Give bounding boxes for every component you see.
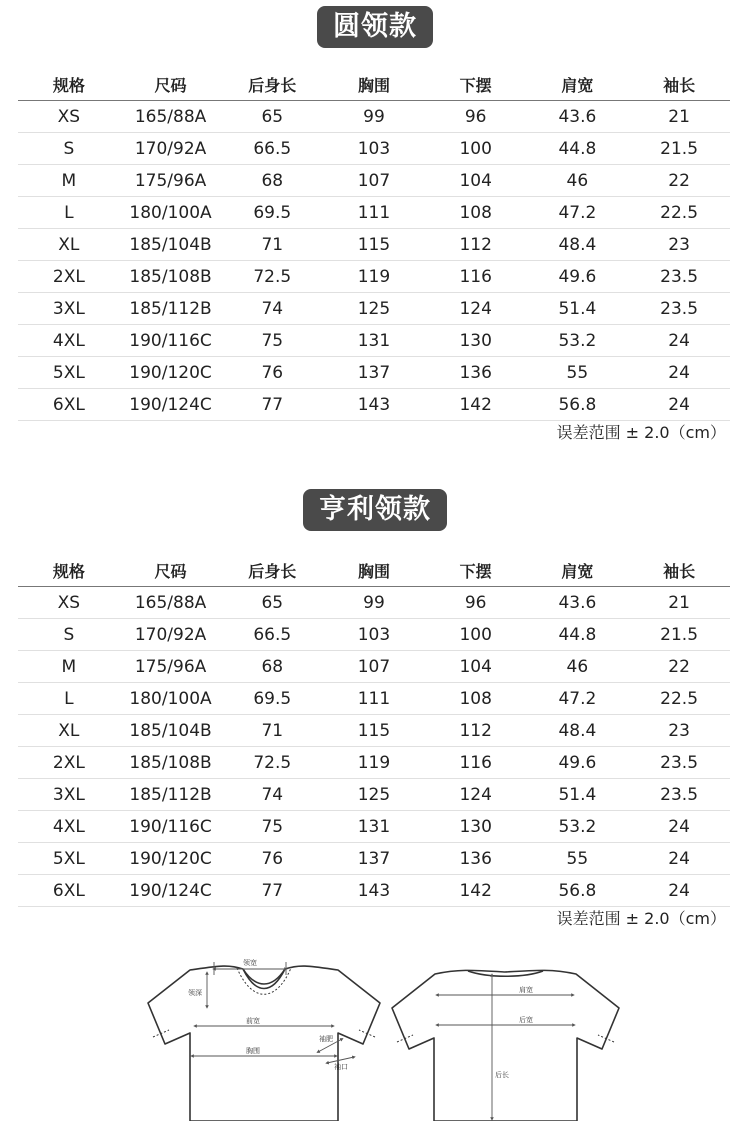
label-collar-depth: 领深: [188, 989, 202, 997]
table-cell: 49.6: [527, 261, 629, 293]
table-cell: 5XL: [18, 357, 120, 389]
table-cell: 99: [323, 101, 425, 133]
table-cell: 96: [425, 587, 527, 619]
table-cell: 2XL: [18, 261, 120, 293]
table-cell: 100: [425, 619, 527, 651]
table-cell: 21.5: [628, 133, 730, 165]
table-cell: 111: [323, 683, 425, 715]
table-cell: 24: [628, 357, 730, 389]
table-cell: 48.4: [527, 229, 629, 261]
table-cell: 23: [628, 229, 730, 261]
table-cell: 2XL: [18, 747, 120, 779]
table-row: [18, 811, 730, 843]
table-cell: 23.5: [628, 293, 730, 325]
table-cell: 100: [425, 133, 527, 165]
column-header: 胸围: [323, 68, 425, 101]
label-back-length: 后长: [495, 1071, 509, 1079]
table-cell: L: [18, 683, 120, 715]
table-cell: 103: [323, 133, 425, 165]
table-cell: 23.5: [628, 779, 730, 811]
table-cell: 74: [221, 779, 323, 811]
table-cell: 111: [323, 197, 425, 229]
table-cell: 143: [323, 875, 425, 907]
table-cell: 47.2: [527, 683, 629, 715]
table-cell: 22: [628, 651, 730, 683]
table-cell: 115: [323, 715, 425, 747]
table-cell: 48.4: [527, 715, 629, 747]
table-cell: 175/96A: [120, 651, 222, 683]
table-cell: 170/92A: [120, 133, 222, 165]
table-cell: 75: [221, 325, 323, 357]
table-cell: 51.4: [527, 293, 629, 325]
measurement-diagram: [0, 945, 750, 1121]
table-cell: 115: [323, 229, 425, 261]
table-cell: 56.8: [527, 875, 629, 907]
table-row: [18, 619, 730, 651]
table-cell: 46: [527, 651, 629, 683]
table-cell: 77: [221, 389, 323, 421]
table-row: [18, 715, 730, 747]
column-header: 袖长: [628, 68, 730, 101]
table-cell: 3XL: [18, 293, 120, 325]
table-cell: 170/92A: [120, 619, 222, 651]
table-cell: 124: [425, 779, 527, 811]
column-header: 下摆: [425, 68, 527, 101]
table-cell: 185/112B: [120, 779, 222, 811]
table-header-row: [18, 554, 730, 587]
table-body: [18, 587, 730, 907]
table-cell: 190/124C: [120, 875, 222, 907]
table-row: [18, 101, 730, 133]
table-cell: 130: [425, 325, 527, 357]
table-cell: 185/108B: [120, 261, 222, 293]
table-cell: 56.8: [527, 389, 629, 421]
table-body: [18, 101, 730, 421]
table-cell: 107: [323, 165, 425, 197]
table-cell: XL: [18, 715, 120, 747]
table-cell: 104: [425, 651, 527, 683]
label-back-width: 后宽: [519, 1016, 533, 1024]
table-row: [18, 293, 730, 325]
table-cell: 75: [221, 811, 323, 843]
table-cell: 24: [628, 389, 730, 421]
table-cell: 65: [221, 587, 323, 619]
table-row: [18, 587, 730, 619]
table-row: [18, 875, 730, 907]
table-cell: 55: [527, 357, 629, 389]
table-cell: 55: [527, 843, 629, 875]
table-row: [18, 229, 730, 261]
table-cell: 21: [628, 587, 730, 619]
table-cell: 125: [323, 293, 425, 325]
table-row: [18, 357, 730, 389]
back-tshirt-illustration: [392, 970, 619, 1121]
table-cell: 77: [221, 875, 323, 907]
table-row: [18, 389, 730, 421]
table-cell: 72.5: [221, 747, 323, 779]
back-measure-lines: [437, 975, 574, 1119]
table-cell: 43.6: [527, 101, 629, 133]
front-measure-lines: [192, 962, 354, 1063]
table-cell: 49.6: [527, 747, 629, 779]
table-cell: 53.2: [527, 325, 629, 357]
table-cell: 46: [527, 165, 629, 197]
label-collar-width: 领宽: [243, 959, 257, 967]
table-cell: 190/116C: [120, 325, 222, 357]
table-cell: 65: [221, 101, 323, 133]
table-cell: 165/88A: [120, 101, 222, 133]
table-row: [18, 779, 730, 811]
table-cell: 124: [425, 293, 527, 325]
tolerance-note: 误差范围 ± 2.0（cm）: [556, 423, 726, 442]
table-cell: 71: [221, 715, 323, 747]
table-cell: 3XL: [18, 779, 120, 811]
table-cell: 68: [221, 165, 323, 197]
column-header: 尺码: [120, 68, 222, 101]
table-cell: 190/124C: [120, 389, 222, 421]
table-cell: 22.5: [628, 197, 730, 229]
column-header: 后身长: [221, 68, 323, 101]
table-cell: 21: [628, 101, 730, 133]
table-cell: M: [18, 651, 120, 683]
front-tshirt-illustration: [148, 966, 380, 1121]
table-cell: 112: [425, 229, 527, 261]
table-cell: S: [18, 619, 120, 651]
table-cell: 23: [628, 715, 730, 747]
table-cell: 125: [323, 779, 425, 811]
label-shoulder: 肩宽: [519, 986, 533, 994]
column-header: 规格: [18, 554, 120, 587]
table-cell: 23.5: [628, 261, 730, 293]
table-cell: 71: [221, 229, 323, 261]
table-cell: 185/108B: [120, 747, 222, 779]
table-row: [18, 261, 730, 293]
table-cell: 22.5: [628, 683, 730, 715]
table-cell: 51.4: [527, 779, 629, 811]
table-cell: 136: [425, 843, 527, 875]
table-cell: M: [18, 165, 120, 197]
table-cell: 68: [221, 651, 323, 683]
label-sleeve-width: 袖肥: [319, 1035, 333, 1043]
table-cell: 74: [221, 293, 323, 325]
table-cell: 119: [323, 747, 425, 779]
table-cell: 103: [323, 619, 425, 651]
label-chest-width: 前宽: [246, 1017, 260, 1025]
table-cell: 165/88A: [120, 587, 222, 619]
table-cell: 119: [323, 261, 425, 293]
table-cell: 175/96A: [120, 165, 222, 197]
table-cell: 76: [221, 843, 323, 875]
table-cell: 185/104B: [120, 229, 222, 261]
table-cell: XS: [18, 587, 120, 619]
column-header: 袖长: [628, 554, 730, 587]
table-cell: 66.5: [221, 619, 323, 651]
table-cell: 96: [425, 101, 527, 133]
table-cell: 130: [425, 811, 527, 843]
column-header: 后身长: [221, 554, 323, 587]
table-cell: 6XL: [18, 875, 120, 907]
table-row: [18, 651, 730, 683]
table-header-row: [18, 68, 730, 101]
table-cell: 4XL: [18, 811, 120, 843]
table-cell: 143: [323, 389, 425, 421]
table-cell: 131: [323, 811, 425, 843]
table-cell: 116: [425, 261, 527, 293]
tolerance-note: 误差范围 ± 2.0（cm）: [556, 909, 726, 928]
table-cell: 190/116C: [120, 811, 222, 843]
table-cell: 190/120C: [120, 843, 222, 875]
column-header: 肩宽: [527, 554, 629, 587]
table-cell: 24: [628, 875, 730, 907]
table-row: [18, 165, 730, 197]
table-cell: 22: [628, 165, 730, 197]
table-cell: 24: [628, 811, 730, 843]
table-cell: 190/120C: [120, 357, 222, 389]
table-cell: XS: [18, 101, 120, 133]
table-cell: 108: [425, 197, 527, 229]
table-row: [18, 683, 730, 715]
table-cell: 107: [323, 651, 425, 683]
table-cell: 142: [425, 875, 527, 907]
table-cell: 66.5: [221, 133, 323, 165]
table-cell: 21.5: [628, 619, 730, 651]
table-cell: 44.8: [527, 133, 629, 165]
table-row: [18, 133, 730, 165]
table-cell: 72.5: [221, 261, 323, 293]
table-cell: S: [18, 133, 120, 165]
label-chest: 胸围: [246, 1047, 260, 1055]
table-row: [18, 197, 730, 229]
table-cell: 24: [628, 843, 730, 875]
column-header: 规格: [18, 68, 120, 101]
table-cell: 142: [425, 389, 527, 421]
table-cell: 180/100A: [120, 197, 222, 229]
table-cell: 180/100A: [120, 683, 222, 715]
table-row: [18, 843, 730, 875]
table-cell: 23.5: [628, 747, 730, 779]
section-title-henley: 亨利领款: [303, 489, 447, 531]
table-cell: 43.6: [527, 587, 629, 619]
table-cell: 69.5: [221, 197, 323, 229]
table-cell: 112: [425, 715, 527, 747]
table-cell: 185/112B: [120, 293, 222, 325]
column-header: 肩宽: [527, 68, 629, 101]
table-cell: 116: [425, 747, 527, 779]
size-table-crew-neck: [18, 68, 730, 421]
table-cell: 47.2: [527, 197, 629, 229]
table-cell: 131: [323, 325, 425, 357]
column-header: 下摆: [425, 554, 527, 587]
section-title-crew-neck: 圆领款: [317, 6, 433, 48]
table-cell: 4XL: [18, 325, 120, 357]
table-cell: 24: [628, 325, 730, 357]
size-table-henley: [18, 554, 730, 907]
table-cell: 5XL: [18, 843, 120, 875]
table-cell: 6XL: [18, 389, 120, 421]
table-cell: XL: [18, 229, 120, 261]
table-cell: 108: [425, 683, 527, 715]
table-cell: 44.8: [527, 619, 629, 651]
table-cell: 53.2: [527, 811, 629, 843]
table-cell: 104: [425, 165, 527, 197]
table-cell: 99: [323, 587, 425, 619]
label-cuff: 袖口: [334, 1063, 348, 1071]
table-cell: 137: [323, 843, 425, 875]
column-header: 胸围: [323, 554, 425, 587]
table-cell: L: [18, 197, 120, 229]
table-cell: 76: [221, 357, 323, 389]
table-row: [18, 747, 730, 779]
table-cell: 185/104B: [120, 715, 222, 747]
table-cell: 69.5: [221, 683, 323, 715]
column-header: 尺码: [120, 554, 222, 587]
table-cell: 137: [323, 357, 425, 389]
table-cell: 136: [425, 357, 527, 389]
table-row: [18, 325, 730, 357]
